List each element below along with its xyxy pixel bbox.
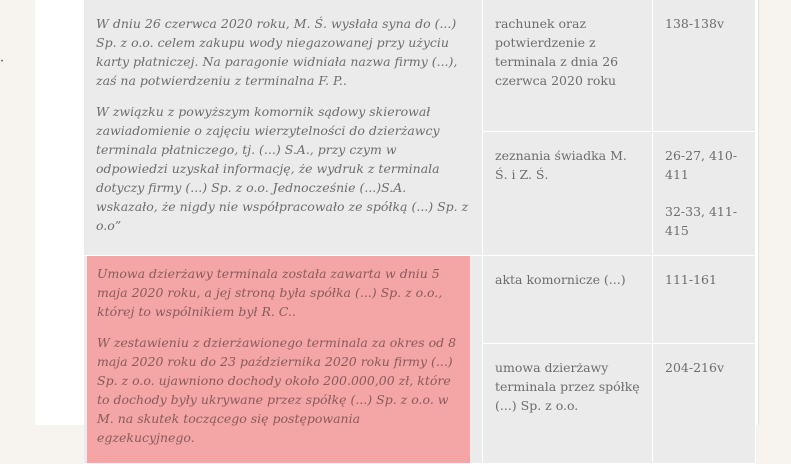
fact-paragraph: W dniu 26 czerwca 2020 roku, M. Ś. wysłała syna do (...) Sp. z o.o. celem zakupu wody niegazowanej przy użyciu karty płatniczej. Na paragonie widniała nazwa firmy (...), zaś na potwierdzeniu z terminalna F. P.. (96, 16, 458, 88)
facts-description-cell (84, 255, 483, 463)
page-reference-cell (653, 255, 756, 343)
evidence-text: rachunek oraz potwierdzenie z terminala z dnia 26 czerwca 2020 roku (495, 16, 619, 88)
table-row (84, 0, 756, 131)
fact-paragraph: Umowa dzierżawy terminala została zawarta w dniu 5 maja 2020 roku, a jej stroną była spółka (...) Sp. z o.o., której to wspólnikiem był R. C.. (97, 265, 443, 319)
page-reference-cell (653, 131, 756, 255)
page-reference-cell (653, 343, 756, 463)
content-right-edge (758, 0, 759, 425)
fact-paragraph: W związku z powyższym komornik sądowy skierował zawiadomienie o zajęciu wierzytelności do dzierżawcy terminala płatniczego, tj. (...) S.A., przy czym w odpowiedzi uzyskał informację, że wydruk z terminala dotyczy firmy (...) Sp. z o.o. Jednocześnie (...)S.A. wskazało, że nigdy nie współpracowało ze spółką (...) Sp. z o.o” (96, 104, 469, 233)
facts-description-cell (84, 0, 483, 255)
page-reference: 138-138v (665, 16, 725, 31)
evidence-cell (483, 255, 653, 343)
evidence-cell (483, 0, 653, 131)
page-reference: 204-216v (665, 359, 725, 375)
table-row (84, 255, 756, 343)
facts-description (84, 0, 482, 235)
fact-paragraph: W zestawieniu z dzierżawionego terminala za okres od 8 maja 2020 roku do 23 października 2020 roku firmy (...) Sp. z o.o. ujawniono dochody około 200.000,00 zł, które to dochody były ukrywane przez spółkę (...) Sp. z o.o. w M. na skutek toczącego się postępowania egzekucyjnego. (97, 334, 457, 445)
evidence-text: umowa dzierżawy terminala przez spółkę (...) Sp. z o.o. (495, 359, 640, 413)
evidence-text: akta komornicze (...) (495, 271, 626, 287)
page-reference: 111-161 (665, 271, 717, 287)
page-reference-cell (653, 0, 756, 131)
evidence-text: zeznania świadka M. Ś. i Z. Ś. (495, 147, 627, 182)
page-reference: 26-27, 410-411 (665, 147, 738, 182)
evidence-cell (483, 131, 653, 255)
highlighted-facts-description (87, 256, 470, 463)
facts-evidence-table (84, 0, 756, 464)
margin-mark: · (0, 54, 5, 69)
page-reference: 32-33, 411-415 (665, 203, 738, 238)
evidence-cell (483, 343, 653, 463)
